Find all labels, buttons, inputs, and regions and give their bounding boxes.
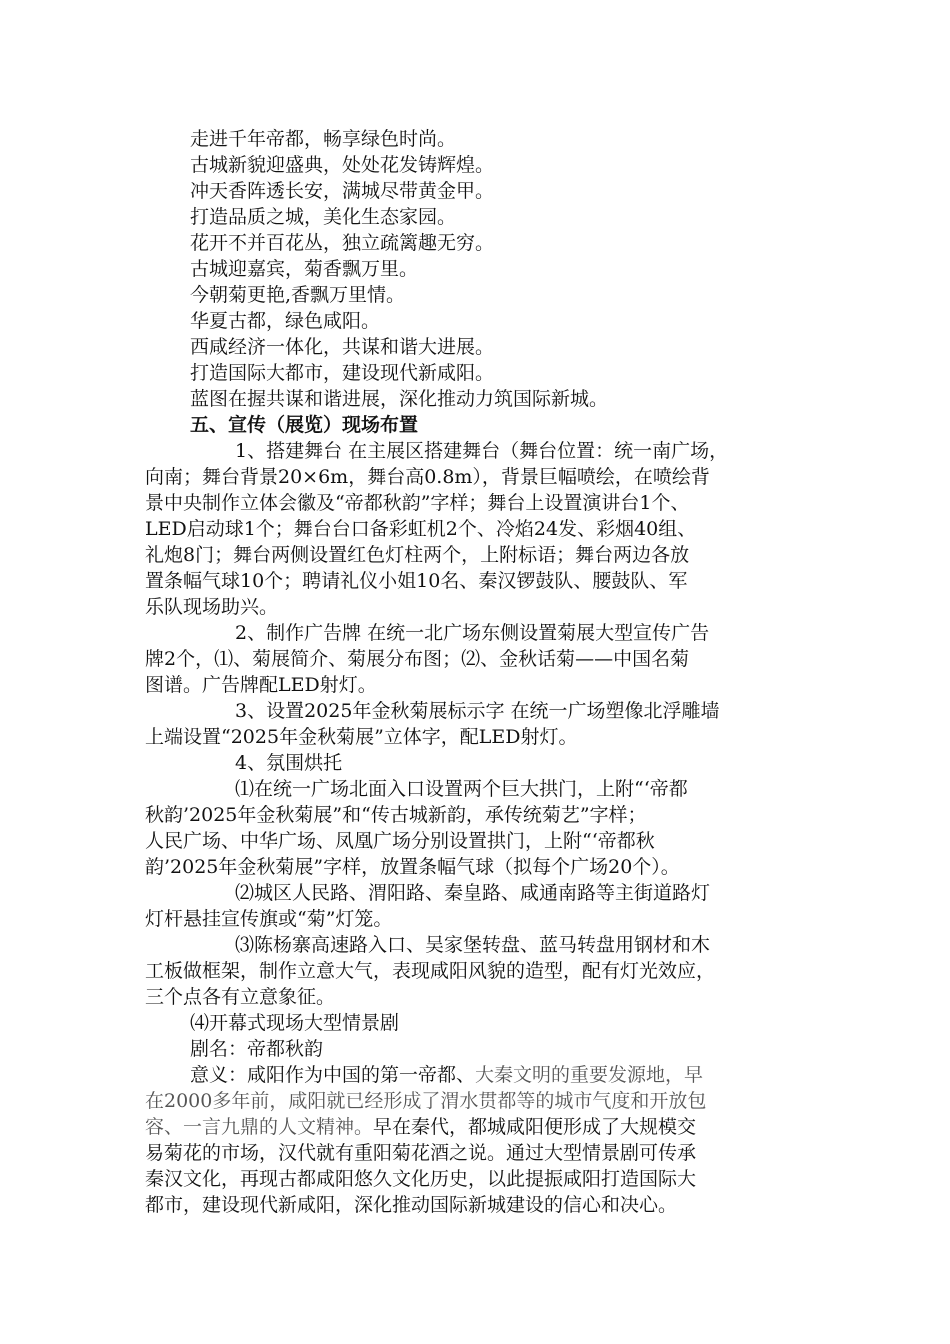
item3-line: 3、设置2025年金秋菊展标示字 在统一广场塑像北浮雕墙 [235,700,720,722]
slogan-line: 今朝菊更艳,香飘万里情。 [190,284,406,306]
slogan-line: 华夏古都，绿色咸阳。 [190,310,381,332]
slogan-line: 打造国际大都市，建设现代新咸阳。 [190,362,495,384]
item4-sub1-line: 秋韵’2025年金秋菊展”和“传古城新韵，承传统菊艺”字样； [145,804,647,826]
meaning-text-gray: 容、一言九鼎的人文精神。 [145,1116,374,1138]
item4-sub1-line: 人民广场、中华广场、凤凰广场分别设置拱门，上附“‘帝都秋 [145,830,655,852]
item1-line: 景中央制作立体会徽及“帝都秋韵”字样；舞台上设置演讲台1个、 [145,492,690,514]
slogan-line: 花开不并百花丛，独立疏篱趣无穷。 [190,232,495,254]
item4-sub1-line: 韵’2025年金秋菊展”字样，放置条幅气球（拟每个广场20个）。 [145,856,680,878]
item2-line: 牌2个，⑴、菊展简介、菊展分布图；⑵、金秋话菊——中国名菊 [145,648,690,670]
meaning-line: 易菊花的市场，汉代就有重阳菊花酒之说。通过大型情景剧可传承 [145,1142,697,1164]
meaning-text-gray: 大秦文明的重要发源地，早 [475,1064,704,1086]
item4-sub2-line: 灯杆悬挂宣传旗或“菊”灯笼。 [145,908,393,930]
meaning-line [190,1062,703,1088]
meaning-line: 在2000多年前，咸阳就已经形成了渭水贯都等的城市气度和开放包 [145,1090,707,1112]
slogan-line: 蓝图在握共谋和谐进展，深化推动力筑国际新城。 [190,388,609,410]
slogan-line: 古城迎嘉宾，菊香飘万里。 [190,258,419,280]
item1-line: 乐队现场助兴。 [145,596,279,618]
meaning-text-dark: 意义：咸阳作为中国的第一帝都、 [190,1064,476,1086]
item4-sub4-title: ⑷开幕式现场大型情景剧 [190,1012,400,1034]
item3-line: 上端设置“2025年金秋菊展”立体字，配LED射灯。 [145,726,578,748]
item1-line: 1、搭建舞台 在主展区搭建舞台（舞台位置：统一南广场， [235,440,729,462]
item4-sub3-line: 工板做框架，制作立意大气，表现咸阳风貌的造型，配有灯光效应， [145,960,716,982]
item2-line: 2、制作广告牌 在统一北广场东侧设置菊展大型宣传广告 [235,622,710,644]
slogan-line: 冲天香阵透长安，满城尽带黄金甲。 [190,180,495,202]
slogan-line: 西咸经济一体化，共谋和谐大进展。 [190,336,495,358]
item4-sub3-line: 三个点各有立意象征。 [145,986,336,1008]
meaning-line [145,1114,696,1140]
meaning-text-dark: 早在秦代，都城咸阳便形成了大规模交 [373,1116,697,1138]
item2-line: 图谱。广告牌配LED射灯。 [145,674,377,696]
slogan-line: 古城新貌迎盛典，处处花发铸辉煌。 [190,154,495,176]
item1-line: 置条幅气球10个；聘请礼仪小姐10名、秦汉锣鼓队、腰鼓队、军 [145,570,688,592]
meaning-line: 秦汉文化，再现古都咸阳悠久文化历史，以此提振咸阳打造国际大 [145,1168,697,1190]
slogan-line: 走进千年帝都，畅享绿色时尚。 [190,128,457,150]
item1-line: 向南；舞台背景20×6m，舞台高0.8m），背景巨幅喷绘，在喷绘背 [145,466,710,488]
item4-sub1-line: ⑴在统一广场北面入口设置两个巨大拱门，上附“‘帝都 [235,778,688,800]
item1-line: 礼炮8门；舞台两侧设置红色灯柱两个，上附标语；舞台两边各放 [145,544,690,566]
meaning-line: 都市，建设现代新咸阳，深化推动国际新城建设的信心和决心。 [145,1194,678,1216]
item4-sub3-line: ⑶陈杨寨高速路入口、吴家堡转盘、蓝马转盘用钢材和木 [235,934,711,956]
drama-name: 剧名：帝都秋韵 [190,1038,324,1060]
slogan-line: 打造品质之城，美化生态家园。 [190,206,457,228]
section-heading: 五、宣传（展览）现场布置 [190,414,419,436]
item4-sub2-line: ⑵城区人民路、渭阳路、秦皇路、咸通南路等主街道路灯 [235,882,711,904]
item1-line: LED启动球1个；舞台台口备彩虹机2个、冷焰24发、彩烟40组、 [145,518,697,540]
item4-title: 4、氛围烘托 [235,752,343,774]
